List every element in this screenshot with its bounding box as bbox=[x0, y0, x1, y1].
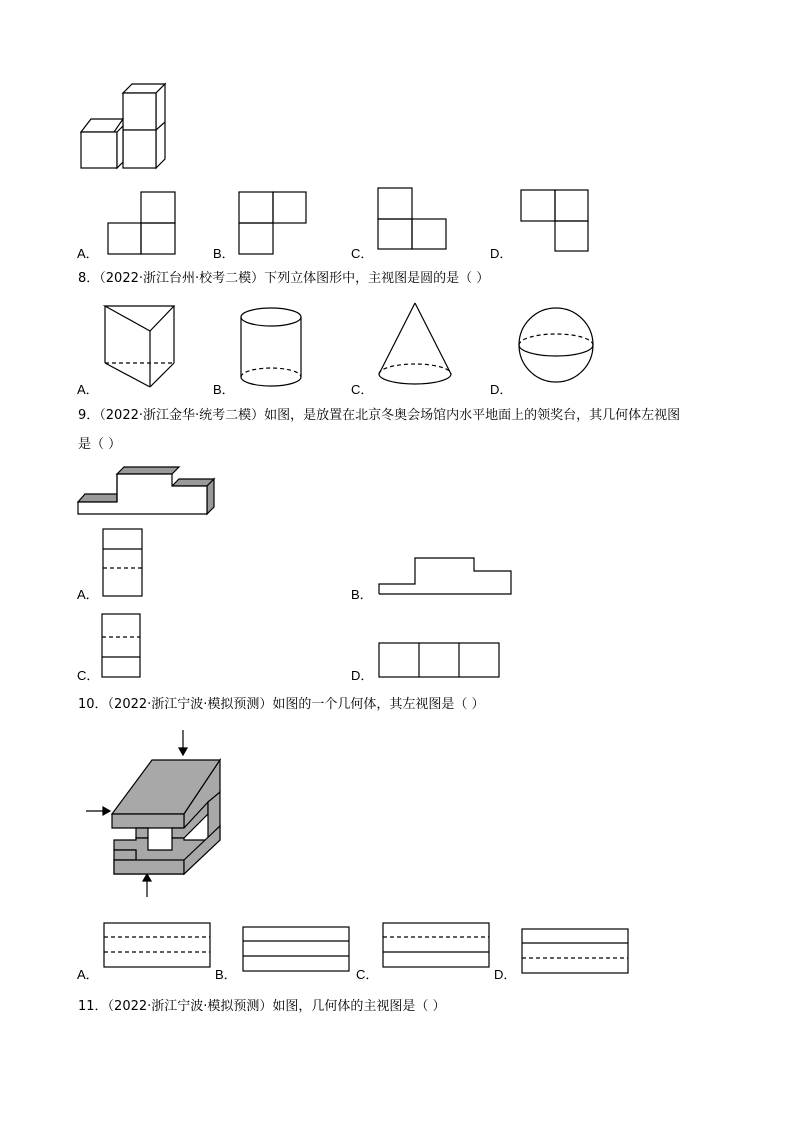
q10-option-c[interactable]: C． bbox=[356, 967, 379, 982]
q9-option-b-figure bbox=[378, 557, 514, 597]
q10-option-a-figure bbox=[103, 922, 213, 970]
q10-question-text: 10．（2022·浙江宁波·模拟预测）如图的一个几何体，其左视图是（ ） bbox=[78, 697, 485, 712]
q8-option-b[interactable]: B． bbox=[213, 382, 235, 397]
q8-option-d[interactable]: D． bbox=[490, 382, 513, 397]
q10-i-beam-figure bbox=[84, 728, 234, 900]
q7-option-b-figure bbox=[238, 191, 308, 255]
q9-option-a-figure bbox=[102, 528, 144, 598]
q10-option-d[interactable]: D． bbox=[494, 967, 517, 982]
q9-question-text-line1: 9．（2022·浙江金华·统考二模）如图，是放置在北京冬奥会场馆内水平地面上的领奖台，其几何体左视图 bbox=[78, 408, 681, 423]
q7-option-a[interactable]: A． bbox=[77, 246, 99, 261]
q8-option-c[interactable]: C． bbox=[351, 382, 374, 397]
q7-solid-figure bbox=[78, 82, 170, 172]
q9-podium-figure bbox=[77, 466, 217, 518]
q8-option-d-sphere bbox=[518, 306, 598, 386]
q9-option-d[interactable]: D． bbox=[351, 668, 374, 683]
q7-option-d-figure bbox=[520, 189, 592, 253]
q7-option-b[interactable]: B． bbox=[213, 246, 235, 261]
q8-option-a[interactable]: A． bbox=[77, 382, 99, 397]
q9-option-d-figure bbox=[378, 642, 502, 680]
q7-option-c-figure bbox=[377, 187, 449, 251]
q11-question-text: 11．（2022·浙江宁波·模拟预测）如图，几何体的主视图是（ ） bbox=[78, 999, 446, 1014]
q9-question-text-line2: 是（ ） bbox=[78, 437, 122, 452]
q9-option-a[interactable]: A． bbox=[77, 587, 99, 602]
q8-option-c-cone bbox=[378, 302, 454, 388]
q10-option-a[interactable]: A． bbox=[77, 967, 99, 982]
q8-option-a-triangular-prism bbox=[104, 305, 176, 389]
q10-option-d-figure bbox=[521, 928, 631, 976]
q7-option-c[interactable]: C． bbox=[351, 246, 374, 261]
q10-option-c-figure bbox=[382, 922, 492, 970]
q9-option-c-figure bbox=[101, 613, 143, 679]
q9-option-b[interactable]: B． bbox=[351, 587, 373, 602]
q8-option-b-cylinder bbox=[240, 307, 304, 389]
q7-option-a-figure bbox=[107, 191, 177, 255]
q10-option-b[interactable]: B． bbox=[215, 967, 237, 982]
q7-option-d[interactable]: D． bbox=[490, 246, 513, 261]
q10-option-b-figure bbox=[242, 926, 352, 974]
q8-question-text: 8．（2022·浙江台州·校考二模）下列立体图形中，主视图是圆的是（ ） bbox=[78, 271, 490, 286]
q9-option-c[interactable]: C． bbox=[77, 668, 100, 683]
